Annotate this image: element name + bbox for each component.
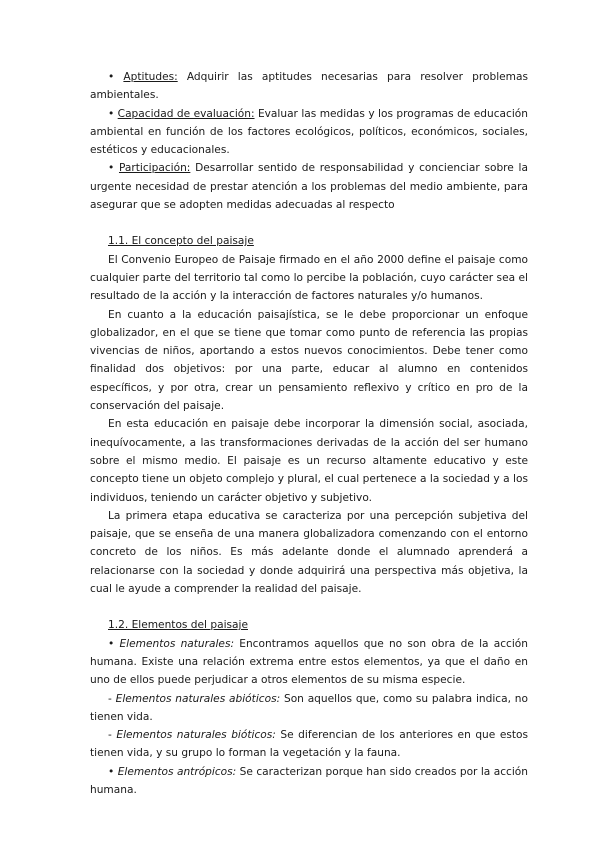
- paragraph: La primera etapa educativa se caracteriza por una percepción subjetiva del paisaje, que se enseña de una manera globalizadora comenzando con el entorno concreto de los niños. Es más adelante donde el alumnado aprenderá a relacionarse con la sociedad y donde adquirirá una perspectiva más objetiva, la cual le ayude a comprender la realidad del paisaje.: [90, 509, 528, 596]
- section-heading: 1.1. El concepto del paisaje: [108, 235, 254, 248]
- item-text: Encontramos aquellos que no son obra de la acción humana. Existe una relación extrema entre estos elementos, ya que el daño en uno de ellos puede perjudicar a otros elementos de su misma especie.: [90, 637, 528, 687]
- list-item: [90, 635, 528, 690]
- section-heading: 1.2. Elementos del paisaje: [108, 619, 248, 632]
- list-item: [90, 763, 528, 800]
- paragraph: En cuanto a la educación paisajística, se le debe proporcionar un enfoque globalizador, en el que se tiene que tomar como punto de referencia las propias vivencias de niños, aportando a estos nuevos conocimientos. Debe tener como finalidad dos objetivos: por una parte, educar al alumno en contenidos específicos, y por otra, crear un pensamiento reflexivo y crítico en pro de la conservación del paisaje.: [90, 308, 528, 413]
- list-item: [90, 726, 528, 763]
- bullet: •: [108, 637, 115, 650]
- intro-list: [90, 68, 528, 214]
- bullet: •: [108, 107, 115, 120]
- list-item: [90, 68, 528, 105]
- item-text: Desarrollar sentido de responsabilidad y concienciar sobre la urgente necesidad de prestar atención a los problemas del medio ambiente, para asegurar que se adopten medidas adecuadas al respecto: [90, 162, 528, 212]
- item-label: Elementos naturales bióticos:: [116, 729, 276, 742]
- elements-list: [90, 635, 528, 800]
- item-label: Elementos naturales:: [119, 637, 235, 650]
- item-text: Son aquellos que, como su palabra indica, no tienen vida.: [90, 692, 528, 723]
- list-item: [90, 105, 528, 160]
- bullet: •: [108, 765, 115, 778]
- item-text: Se diferencian de los anteriores en que estos tienen vida, y su grupo lo forman la vegetación y la fauna.: [90, 729, 529, 760]
- list-item: [90, 159, 528, 214]
- paragraph: En esta educación en paisaje debe incorporar la dimensión social, asociada, inequívocamente, a las transformaciones derivadas de la acción del ser humano sobre el mismo medio. El paisaje es un recurso altamente educativo y este concepto tiene un objeto complejo y plural, el cual pertenece a la sociedad y a los individuos, teniendo un carácter objetivo y subjetivo.: [90, 418, 528, 504]
- item-label: Elementos naturales abióticos:: [115, 692, 281, 705]
- item-text: Adquirir las aptitudes necesarias para resolver problemas ambientales.: [90, 71, 528, 102]
- item-text: Se caracterizan porque han sido creados por la acción humana.: [90, 765, 528, 796]
- item-text: Evaluar las medidas y los programas de educación ambiental en función de los factores ecológicos, políticos, económicos, sociales, estéticos y educacionales.: [90, 107, 528, 157]
- section-body: [90, 251, 528, 599]
- item-label: Participación:: [118, 162, 191, 175]
- bullet: •: [108, 162, 115, 175]
- dash: -: [108, 692, 112, 705]
- item-label: Aptitudes:: [123, 71, 178, 83]
- item-label: Capacidad de evaluación:: [117, 107, 255, 120]
- list-item: [90, 690, 528, 727]
- document-page: [90, 68, 528, 799]
- item-label: Elementos antrópicos:: [117, 765, 237, 778]
- paragraph: El Convenio Europeo de Paisaje firmado en el año 2000 define el paisaje como cualquier parte del territorio tal como lo percibe la población, cuyo carácter sea el resultado de la acción y la interacción de factores naturales y/o humanos.: [90, 253, 528, 303]
- dash: -: [108, 729, 112, 742]
- bullet: •: [108, 71, 115, 83]
